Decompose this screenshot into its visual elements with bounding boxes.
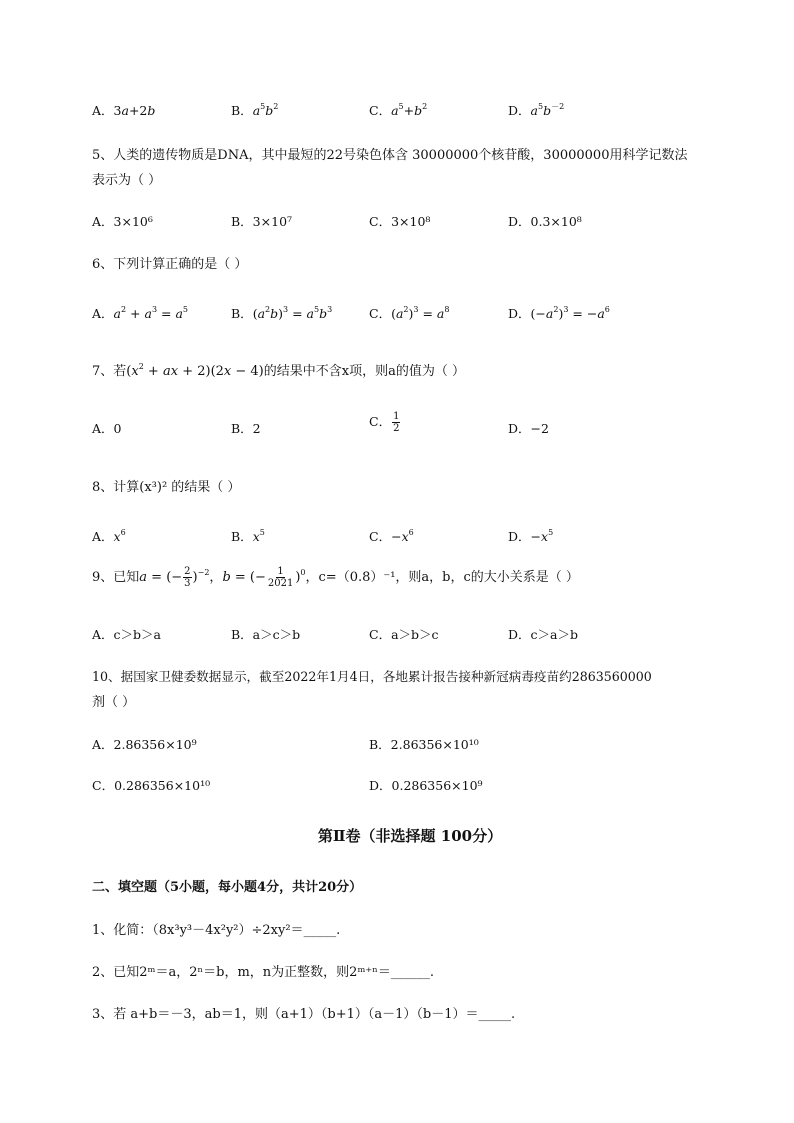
q5-option-b: B．3×10⁷ [231, 214, 293, 229]
q10-option-d: D．0.286356×10⁹ [369, 778, 483, 793]
answer-blank[interactable]: _____. [478, 1007, 516, 1022]
q4-option-b: B．$a^5b^2$ [231, 102, 279, 118]
q8-option-c: C．$-x^6$ [369, 528, 414, 544]
q8-option-d: D．$-x^5$ [508, 528, 554, 544]
q10-stem-line1: 10、据国家卫健委数据显示，截至2022年1月4日，各地累计报告接种新冠病毒疫苗约2863560000 [92, 669, 652, 684]
q6-stem: 6、下列计算正确的是（ ） [92, 257, 248, 272]
q7-option-b: B．2 [231, 421, 261, 436]
fraction-one-half: $\frac{1}{2}$ [393, 411, 400, 434]
q4-option-a: A．3a+2b [92, 103, 156, 118]
q5-option-a: A．3×10⁶ [92, 214, 153, 229]
q4-option-c: C．$a^5+b^2$ [369, 102, 428, 118]
q6-option-c: C．$(a^2)^3 = a^8$ [369, 305, 450, 321]
q9-option-b: B．a＞c＞b [231, 627, 301, 642]
fraction-two-thirds: $\frac{2}{3}$ [184, 566, 191, 589]
q10-option-a: A．2.86356×10⁹ [92, 737, 197, 752]
q7-stem: 7、若($x^2$ + ax + 2)(2x − 4)的结果中不含x项，则a的值为（ ） [92, 362, 465, 379]
fill-question-2: 2、已知2ᵐ＝a，2ⁿ＝b，m，n为正整数，则2ᵐ⁺ⁿ＝______. [92, 965, 435, 980]
answer-blank[interactable]: ______. [390, 965, 435, 980]
q8-stem: 8、计算(x³)² 的结果（ ） [92, 480, 241, 495]
q10-stem-line2: 剂（ ） [92, 695, 136, 710]
q10-option-b: B．2.86356×10¹⁰ [369, 737, 479, 752]
q9-option-c: C．a＞b＞c [369, 627, 439, 642]
q4-option-d: D．$a^5b^{-2}$ [508, 102, 565, 118]
q6-option-a: A．$a^2 + a^3 = a^5$ [92, 305, 189, 321]
q9-option-a: A．c＞b＞a [92, 627, 161, 642]
q9-stem: 9、已知a = (− $\frac{2}{3}$ )$^{-2}$，b = (− $\frac{1}{2021}$ )$^0$，c=（0.8）⁻¹，则a，b，c的大小关系是（ ） [92, 566, 579, 589]
q5-option-c: C．3×10⁸ [369, 214, 431, 229]
q7-option-c: C． $\frac{1}{2}$ [369, 411, 400, 434]
fraction-one-over-2021: $\frac{1}{2021}$ [267, 566, 294, 589]
part-title: 二、填空题（5小题，每小题4分，共计20分） [92, 880, 363, 895]
answer-blank[interactable]: _____. [303, 923, 341, 938]
q6-option-b: B．$(a^2b)^3 = a^5b^3$ [231, 305, 333, 321]
section-title: 第Ⅱ卷（非选择题 100分） [317, 827, 503, 845]
fill-question-1: 1、化简：（8x³y³－4x²y²）÷2xy²＝_____. [92, 923, 341, 938]
q9-option-d: D．c＞a＞b [508, 627, 578, 642]
q8-option-a: A．$x^6$ [92, 528, 126, 544]
q10-option-c: C．0.286356×10¹⁰ [92, 778, 211, 793]
q5-option-d: D．0.3×10⁸ [508, 214, 582, 229]
q5-stem-line2: 表示为（ ） [92, 173, 162, 188]
q8-option-b: B．$x^5$ [231, 528, 265, 544]
q6-option-d: D．$(-a^2)^3 = -a^6$ [508, 305, 610, 321]
fill-question-3: 3、若 a+b＝－3，ab＝1，则（a+1）（b+1）（a－1）（b－1）＝_____. [92, 1007, 516, 1022]
q5-stem-line1: 5、人类的遗传物质是DNA，其中最短的22号染色体含 30000000个核苷酸，30000000用科学记数法 [92, 148, 688, 163]
q7-option-d: D．−2 [508, 421, 549, 436]
q7-option-a: A．0 [92, 421, 122, 436]
